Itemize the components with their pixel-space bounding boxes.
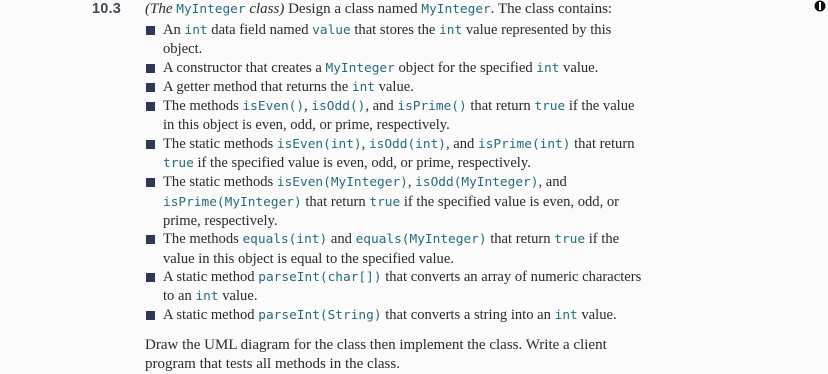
code-token: equals(int): [242, 232, 328, 248]
requirements-list: [145, 21, 645, 326]
code-token: isOdd(): [311, 99, 366, 115]
square-bullet-icon: [146, 26, 155, 35]
list-item: A static method parseInt(char[]) that converts an array of numeric characters to an int value.: [145, 268, 645, 307]
closing-paragraph: Draw the UML diagram for the class then implement the class. Write a client program that tests all methods in the class.: [145, 337, 607, 372]
code-token: isEven(MyInteger): [276, 175, 408, 191]
circle-badge-icon: [814, 0, 826, 12]
class-name-code: MyInteger: [421, 2, 491, 17]
code-token: isOdd(int): [368, 136, 446, 152]
square-bullet-icon: [146, 64, 155, 73]
square-bullet-icon: [146, 140, 155, 149]
code-token: parseInt(String): [258, 308, 382, 324]
list-item: The methods equals(int) and equals(MyInteger) that return true if the value in this object is equal to the specified value.: [145, 230, 645, 268]
code-token: true: [369, 194, 401, 210]
square-bullet-icon: [146, 102, 155, 111]
square-bullet-icon: [146, 178, 155, 187]
code-token: parseInt(char[]): [258, 269, 382, 285]
code-token: equals(MyInteger): [355, 232, 487, 248]
list-item: A static method parseInt(String) that converts a string into an int value.: [145, 306, 645, 325]
list-item: A getter method that returns the int value.: [145, 78, 645, 97]
list-item: An int data field named value that stores the int value represented by this object.: [145, 21, 645, 59]
exercise-title: (The MyInteger class): [145, 1, 285, 17]
code-token: isPrime(int): [478, 136, 571, 152]
code-token: int: [536, 60, 560, 76]
title-class-code: MyInteger: [176, 2, 246, 17]
code-token: int: [554, 308, 578, 324]
code-token: true: [534, 99, 566, 115]
square-bullet-icon: [146, 273, 155, 282]
square-bullet-icon: [146, 235, 155, 244]
code-token: int: [184, 23, 208, 38]
exercise-intro: Design a class named: [288, 1, 418, 17]
exercise-heading: [145, 0, 665, 19]
code-token: isEven(int): [276, 136, 362, 152]
square-bullet-icon: [146, 311, 155, 320]
code-token: int: [351, 79, 375, 95]
square-bullet-icon: [146, 83, 155, 92]
code-token: isPrime(): [397, 99, 467, 115]
code-token: isEven(): [242, 99, 305, 115]
exercise-intro-tail: . The class contains:: [490, 1, 613, 17]
exercise-number: 10.3: [92, 1, 122, 17]
list-item: A constructor that creates a MyInteger object for the specified int value.: [145, 59, 645, 78]
code-token: int: [439, 23, 463, 38]
code-token: true: [554, 232, 586, 248]
code-token: true: [163, 156, 194, 172]
code-token: MyInteger: [325, 60, 395, 76]
code-token: value: [312, 23, 351, 38]
code-token: int: [195, 289, 219, 305]
list-item: The static methods isEven(MyInteger), isOdd(MyInteger), and isPrime(MyInteger) that return true if the specified value is even, odd, or prime, respectively.: [145, 173, 645, 230]
list-item: The methods isEven(), isOdd(), and isPrime() that return true if the value in this object is even, odd, or prime, respectively.: [145, 97, 645, 135]
code-token: isOdd(MyInteger): [415, 175, 539, 191]
code-token: isPrime(MyInteger): [163, 194, 302, 210]
list-item: The static methods isEven(int), isOdd(int), and isPrime(int) that return true if the specified value is even, odd, or prime, respectively.: [145, 135, 645, 174]
